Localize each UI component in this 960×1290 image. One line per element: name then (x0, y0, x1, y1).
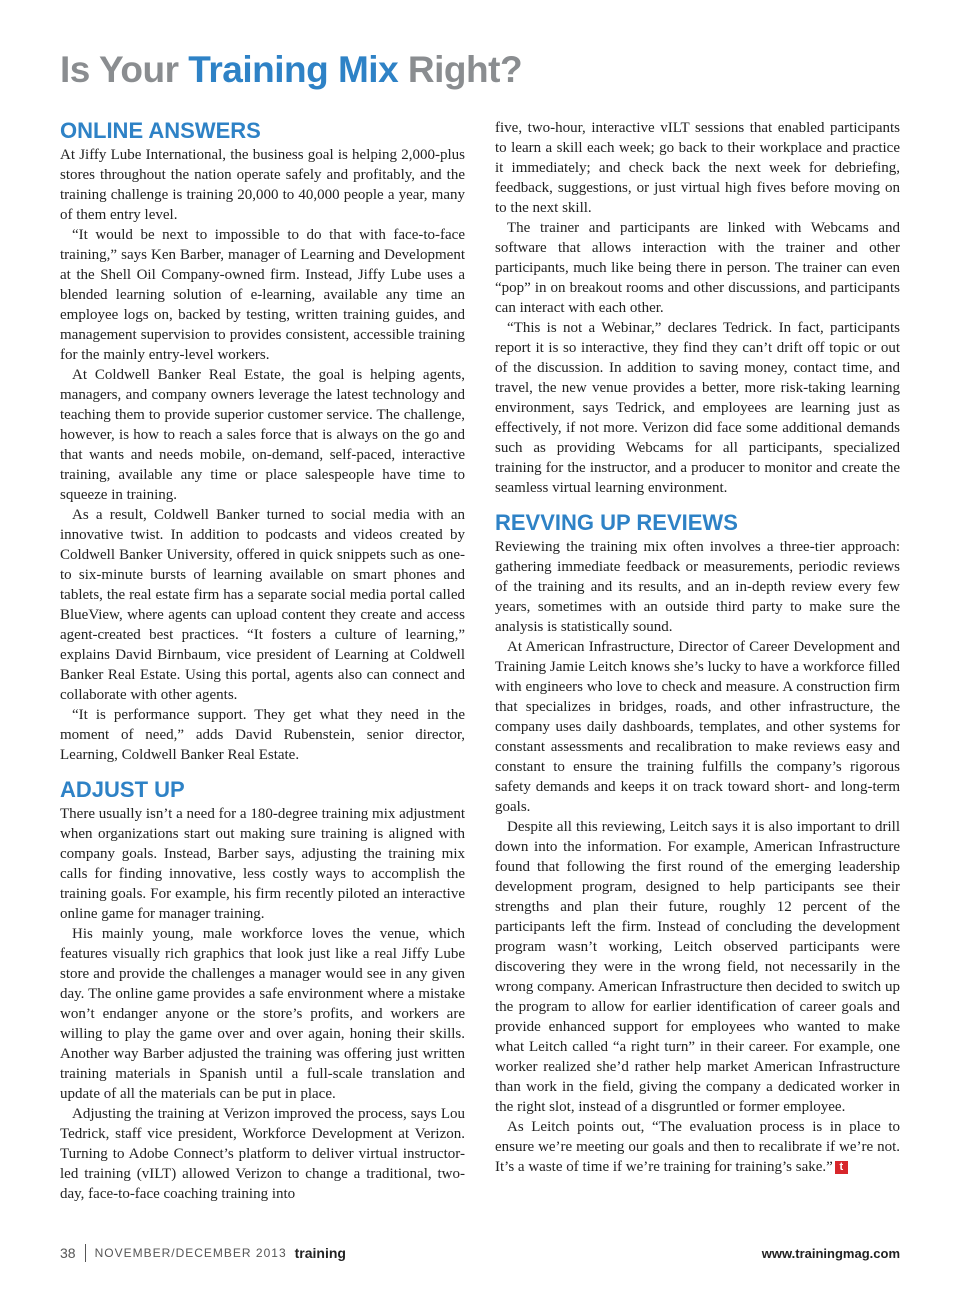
end-mark-icon: t (835, 1161, 848, 1174)
paragraph: There usually isn’t a need for a 180-degree training mix adjustment when organizations start out making sure training is aligned with company goals. Instead, Barber says, adjusting the training mix calls for finding innovative, less costly ways to accomplish the training goals. For example, his firm recently piloted an interactive online game for manager training. (60, 806, 465, 922)
left-column (60, 118, 465, 1204)
section-heading-adjust-up: ADJUST UP (60, 777, 185, 802)
page-number: 38 (60, 1245, 76, 1261)
paragraph: “It would be next to impossible to do that with face-to-face training,” says Ken Barber, manager of Learning and Development at the Shell Oil Company-owned firm. Instead, Jiffy Lube uses a blended learning solution of e-learning, available any time an employee logs on, backed by testing, written training guides, and management supervision to provides consistent, accessible training for the mainly entry-level workers. (60, 227, 465, 363)
section-heading-revving-up-reviews: REVVING UP REVIEWS (495, 510, 738, 535)
paragraph: His mainly young, male workforce loves the venue, which features visually rich graphics that look just like a real Jiffy Lube store and provide the challenges a manager would see in any given day. The online game provides a safe environment where a mistake won’t endanger anyone or the store’s profits, and workers are willing to play the game over and over again, honing their skills. Another way Barber adjusted the training was offering just written training materials in Spanish until a full-scale translation and update of all the materials can be put in place. (60, 926, 465, 1102)
footer-divider (85, 1244, 86, 1262)
paragraph: Despite all this reviewing, Leitch says it is also important to drill down into the information. For example, American Infrastructure found that following the first round of the emerging leadership development program, designed to help participants see their strengths and plan their future, roughly 12 percent of the participants left the firm. Instead of concluding the development program wasn’t working, Leitch observed participants were discovering they were in the wrong field, not necessarily in the wrong company. American Infrastructure then decided to switch up the program to allow for earlier identification of career goals and provide enhanced support for employees who wanted to make what Leitch called “a right turn” in their career. For example, one worker realized she’d rather help market American Infrastructure than work in the field, giving the company a dedicated worker in the right slot, instead of a disgruntled or former employee. (495, 819, 900, 1115)
paragraph: At American Infrastructure, Director of Career Development and Training Jamie Leitch knows she’s lucky to have a workforce filled with engineers who love to check and measure. A construction firm that specializes in bridges, roads, and other infrastructure, the company uses daily dashboards, templates, and other systems for constant assessments and recalibration to make reviews easy and constant to ensure the training fulfills the company’s rigorous safety demands and keeps it on track toward short- and long-term goals. (495, 639, 900, 815)
magazine-brand: training (294, 1245, 346, 1261)
article-title (60, 50, 900, 90)
issue-date: NOVEMBER/DECEMBER 2013 (94, 1246, 287, 1260)
paragraph (495, 1117, 900, 1177)
paragraph-continued: five, two-hour, interactive vILT sessions that enabled participants to learn a skill each week; go back to their workplace and practice it immediately; and check back the next week for debriefing, feedback, suggestions, or just virtual high fives before moving on to the next skill. (495, 120, 900, 216)
paragraph: Adjusting the training at Verizon improved the process, says Lou Tedrick, staff vice president, Workforce Development at Verizon. Turning to Adobe Connect’s platform to deliver virtual instructor-led training (vILT) allowed Verizon to change a traditional, two-day, face-to-face coaching training into (60, 1106, 465, 1202)
paragraph: “This is not a Webinar,” declares Tedrick. In fact, participants report it is so interactive, they find they can’t drift off topic or out of the discussion. In addition to saving money, contact time, and travel, the new venue provides a better, more risk-taking learning environment, says Tedrick, and employees are learning just as effectively, if not more. Verizon did face some additional demands such as providing Webcams for all participants, specialized training for the instructor, and a producer to monitor and create the seamless virtual learning environment. (495, 320, 900, 496)
article-body (60, 118, 900, 1204)
page-footer (60, 1243, 900, 1263)
title-tail: Right? (398, 49, 523, 90)
paragraph: The trainer and participants are linked with Webcams and software that allows interaction with the trainer and other participants, much like being there in person. The trainer can even “pop” in on breakout rooms and other discussions, and participants can interact with each other. (495, 220, 900, 316)
section-heading-online-answers: ONLINE ANSWERS (60, 118, 261, 143)
title-lead: Is Your (60, 49, 189, 90)
right-column (495, 118, 900, 1204)
closing-paragraph-text: As Leitch points out, “The evaluation process is in place to ensure we’re meeting our goals and then to recalibrate if we’re not. It’s a waste of time if we’re training for training’s sake.” (495, 1119, 900, 1175)
paragraph: As a result, Coldwell Banker turned to social media with an innovative twist. In addition to podcasts and videos created by Coldwell Banker University, offered in quick snippets such as one- to six-minute bursts of learning available on smart phones and tablets, the real estate firm has a separate social media portal called BlueView, where agents can upload content they create and access agent-created best practices. “It fosters a culture of learning,” explains David Birnbaum, vice president of Learning at Coldwell Banker Real Estate. Using this portal, agents also can connect and collaborate with other agents. (60, 507, 465, 703)
paragraph: At Coldwell Banker Real Estate, the goal is helping agents, managers, and company owners leverage the latest technology and teaching them to provide superior customer service. The challenge, however, is how to reach a sales force that is always on the go and that wants and needs mobile, on-demand, self-paced, interactive training, available any time or place salespeople have time to squeeze in training. (60, 367, 465, 503)
paragraph: At Jiffy Lube International, the business goal is helping 2,000-plus stores throughout the nation operate safely and profitably, and the training challenge is training 20,000 to 40,000 people a year, many of them entry level. (60, 147, 465, 223)
paragraph: Reviewing the training mix often involves a three-tier approach: gathering immediate feedback or measurements, periodic reviews of the training and its results, and an in-depth review every few years, sometimes with an outside third party to make sure the analysis is statistically sound. (495, 539, 900, 635)
website-url: www.trainingmag.com (761, 1245, 900, 1261)
paragraph: “It is performance support. They get what they need in the moment of need,” adds David Rubenstein, senior director, Learning, Coldwell Banker Real Estate. (60, 707, 465, 763)
title-accent: Training Mix (188, 49, 399, 90)
